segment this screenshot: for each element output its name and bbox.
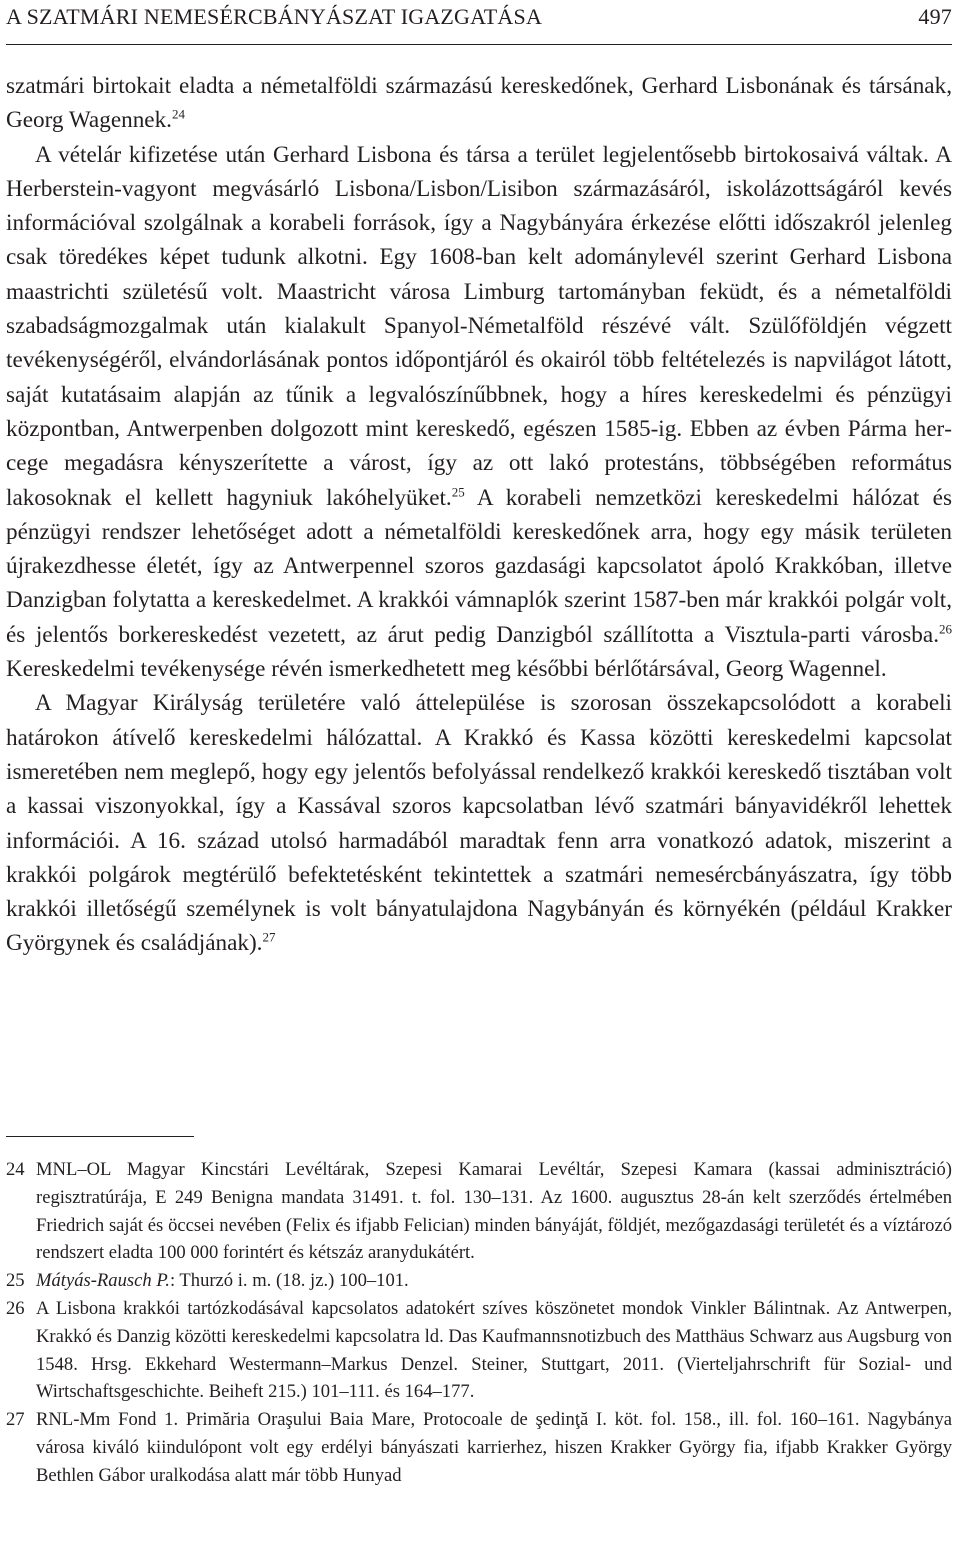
paragraph-1 (6, 69, 952, 138)
footnotes (6, 1156, 952, 1490)
paragraph-2-text-a: A vételár kifizetése után Gerhard Lisbona és társa a terület legjelentősebb birtokosaivá váltak. A Herberstein-vagyont megvásárló Lisbona/Lisbon/Lisibon származásáról, iskolázottságáról kevés információval szolgálnak a korabeli források, így a Nagybányára érkezése előtti időszakról jelenleg csak töredékes képet tudunk alkotni. Egy 1608-ban kelt adománylevél szerint Gerhard Lisbona maastrichti születésű volt. Maastricht városa Limburg tartományban feküdt, és a németalföldi szabadságmozgalmak után kialakult Spanyol-Németalföld részévé vált. Szülőföldjén végzett tevékenységéről, elvándorlásának pontos időpontjáról és okairól több feltételezés is napvilágot látott, saját kutatásaim alapján az tűnik a legvalószínűbbnek, hogy a híres kereskedelmi és pénzügyi központban, Antwerpenben dolgozott mint kereskedő, egészen 1585-ig. Ebben az évben Párma hercege megadásra kényszerítette a várost, így az ott lakó protestáns, többségében református lakosoknak el kellett hagyniuk lakóhelyüket. (6, 141, 952, 511)
footnote-text (36, 1267, 952, 1295)
paragraph-1-text: szatmári birtokait eladta a németalföldi származású kereskedőnek, Gerhard Lisbonának és társának, Georg Wagennek. (6, 73, 952, 134)
footnote-author: Mátyás-Rausch P. (36, 1270, 170, 1292)
footnote-ref-25[interactable]: 25 (451, 483, 465, 499)
footnote-ref-26[interactable]: 26 (939, 621, 952, 637)
paragraph-3 (6, 686, 952, 960)
footnote-26 (6, 1295, 952, 1406)
footnote-text: MNL–OL Magyar Kincstári Levéltárak, Szepesi Kamarai Levéltár, Szepesi Kamara (kassai adminisztráció) regisztratúrája, E 249 Benigna mandata 31491. t. fol. 130–131. Az 1600. augusztus 28-án kelt szerződés értelmében Friedrich saját és öccsei nevében (Felix és ifjabb Felician) minden bányáját, földjét, mezőgazdasági területét és a víztározó rendszert eladta 100 000 forintért és kétszáz aranydukátért. (36, 1159, 952, 1264)
page-number: 497 (918, 4, 952, 29)
paragraph-2-text-c: Kereskedelmi tevékenysége révén ismerkedhetett meg későbbi bérlőtársával, Georg Wagennel. (6, 656, 887, 683)
footnote-number: 24 (6, 1159, 25, 1180)
footnote-number: 26 (6, 1297, 25, 1319)
footnote-ref-27[interactable]: 27 (262, 929, 276, 945)
footnote-25 (6, 1267, 952, 1295)
footnote-rule (6, 1136, 194, 1137)
header-rule (6, 44, 952, 45)
paragraph-3-text: A Magyar Királyság területére való áttelepülése is szorosan összekapcsolódott a korabeli határokon átívelő kereskedelmi hálózattal. A Krakkó és Kassa közötti kereskedelmi kapcsolat ismeretében nem meglepő, hogy egy jelentős befolyással rendelkező krakkói kereskedő tisztában volt a kassai viszonyokkal, így a Kassával szoros kapcsolatban lévő szatmári bányavidékről lehettek információi. A 16. század utolsó harmadából maradtak fenn arra vonatkozó adatok, miszerint a krakkói polgárok megtérülő befektetésként tekintettek a szatmári nemesércbányászatra, így több krakkói illetőségű személynek is volt bányatulajdona Nagybányán és környékén (például Krakker Györgynek és családjának). (6, 690, 952, 957)
body-text (6, 69, 952, 961)
running-head (6, 4, 952, 34)
paragraph-2 (6, 138, 952, 687)
footnote-24 (6, 1156, 952, 1267)
paragraph-2-text-b: A korabeli nemzetközi kereskedelmi hálózat és pénzügyi rendszer lehetőséget adott a németalföldi kereskedőnek arra, hogy egy másik területen újrakezdhesse életét, így az Antwerpennel szoros gazdasági kapcsolatot ápoló Krakkóban, illetve Danzigban folytatta a kereskedelmet. A krakkói vámnaplók szerint 1587-ben már krakkói polgár volt, és jelentős borkereskedést vezetett, az árut pedig Danzigból szállította a Visztula-parti városba. (6, 484, 952, 648)
footnote-text: A Lisbona krakkói tartózkodásával kapcsolatos adatokért szíves köszönetet mondok Vinkler Bálintnak. Az Antwerpen, Krakkó és Danzig közötti kereskedelmi kapcsolatra ld. Das Kaufmannsnotizbuch des Matthäus Schwarz aus Augsburg von 1548. Hrsg. Ekkehard Westermann–Markus Denzel. Steiner, Stuttgart, 2011. (Vierteljahrschrift für Sozial- und Wirtschaftsgeschichte. Beiheft 215.) 101–111. és 164–177. (36, 1297, 952, 1403)
footnote-citation: : Thurzó i. m. (18. jz.) 100–101. (169, 1270, 409, 1292)
footnote-number: 25 (6, 1270, 25, 1292)
footnote-27 (6, 1406, 952, 1489)
footnote-number: 27 (6, 1409, 25, 1431)
footnote-ref-24[interactable]: 24 (171, 106, 185, 122)
footnote-text: RNL-Mm Fond 1. Primăria Oraşului Baia Mare, Protocoale de şedinţă I. köt. fol. 158., ill. fol. 160–161. Nagybánya városa kiváló kiindulópont volt egy erdélyi bányászati karrierhez, hiszen Krakker György fia, ifjabb Krakker György Bethlen Gábor uralkodása alatt már több Hunyad (36, 1409, 952, 1486)
running-head-title: A SZATMÁRI NEMESÉRCBÁNYÁSZAT IGAZGATÁSA (6, 4, 543, 29)
